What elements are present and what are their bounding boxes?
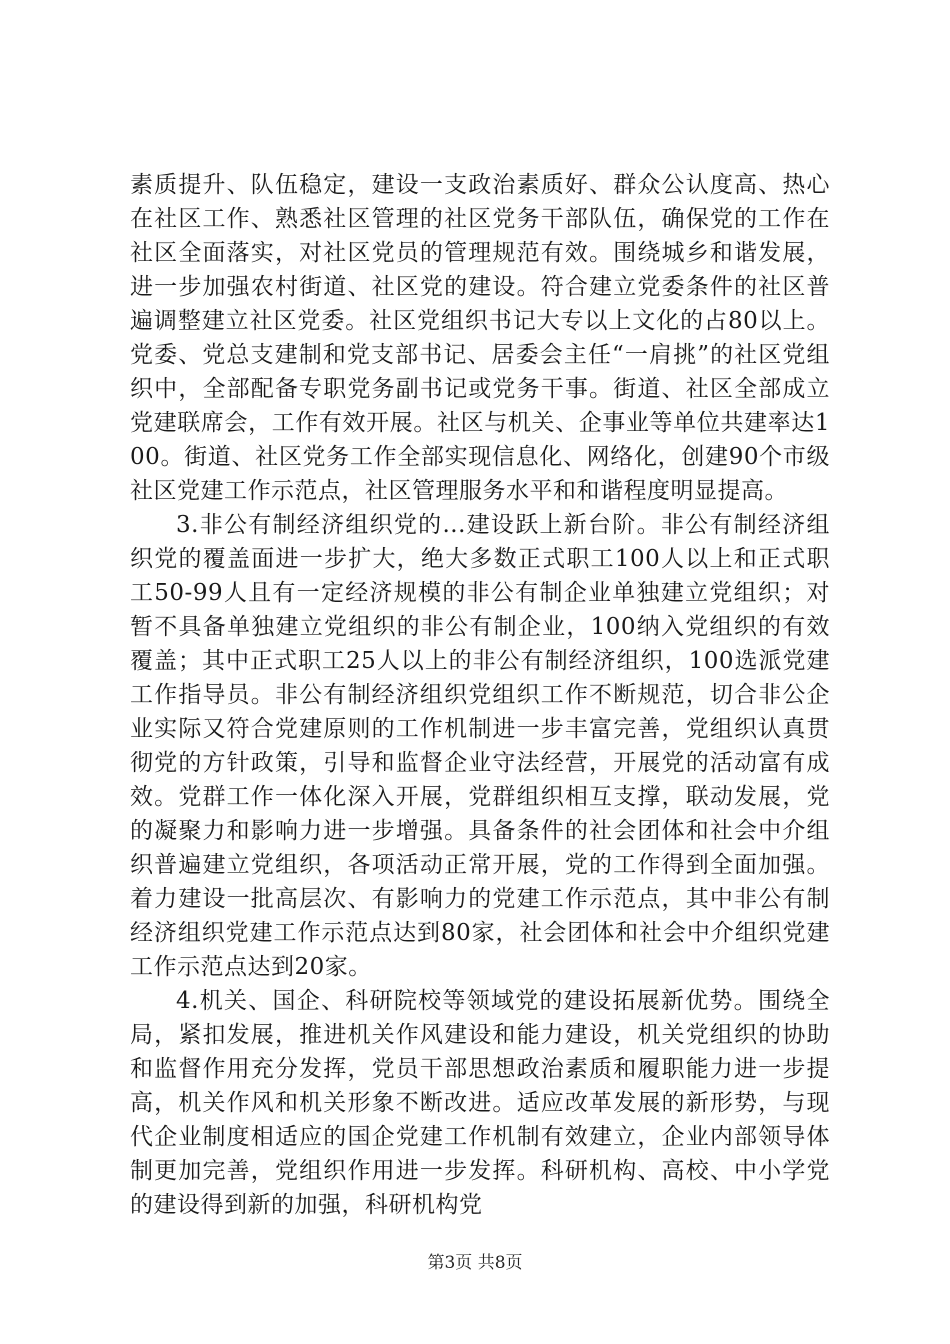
paragraph-agencies-soe-research: 4.机关、国企、科研院校等领域党的建设拓展新优势。围绕全局，紧扣发展，推进机关作风建设和能力建设，机关党组织的协助和监督作用充分发挥，党员干部思想政治素质和履职能力进一步提高，机关作风和机关形象不断改进。适应改革发展的新形势，与现代企业制度相适应的国企党建工作机制有效建立，企业内部领导体制更加完善，党组织作用进一步发挥。科研机构、高校、中小学党的建设得到新的加强，科研机构党 — [130, 988, 830, 1218]
page-number-footer: 第3页 共8页 — [427, 1253, 523, 1273]
paragraph-community-party-building: 素质提升、队伍稳定，建设一支政治素质好、群众公认度高、热心在社区工作、熟悉社区管理的社区党务干部队伍，确保党的工作在社区全面落实，对社区党员的管理规范有效。围绕城乡和谐发展，进一步加强农村街道、社区党的建设。符合建立党委条件的社区普遍调整建立社区党委。社区党组织书记大专以上文化的占80以上。党委、党总支建制和党支部书记、居委会主任“一肩挑”的社区党组织中，全部配备专职党务副书记或党务干事。街道、社区全部成立党建联席会，工作有效开展。社区与机关、企事业等单位共建率达100。街道、社区党务工作全部实现信息化、网络化，创建90个市级社区党建工作示范点，社区管理服务水平和和谐程度明显提高。 — [130, 172, 830, 504]
paragraph-non-public-economy: 3.非公有制经济组织党的...建设跃上新台阶。非公有制经济组织党的覆盖面进一步扩大，绝大多数正式职工100人以上和正式职工50-99人且有一定经济规模的非公有制企业单独建立党组织；对暂不具备单独建立党组织的非公有制企业，100纳入党组织的有效覆盖；其中正式职工25人以上的非公有制经济组织，100选派党建工作指导员。非公有制经济组织党组织工作不断规范，切合非公企业实际又符合党建原则的工作机制进一步丰富完善，党组织认真贯彻党的方针政策，引导和监督企业守法经营，开展党的活动富有成效。党群工作一体化深入开展，党群组织相互支撑，联动发展，党的凝聚力和影响力进一步增强。具备条件的社会团体和社会中介组织普遍建立党组织，各项活动正常开展，党的工作得到全面加强。着力建设一批高层次、有影响力的党建工作示范点，其中非公有制经济组织党建工作示范点达到80家，社会团体和社会中介组织党建工作示范点达到20家。 — [130, 512, 830, 980]
document-body — [130, 168, 830, 1222]
